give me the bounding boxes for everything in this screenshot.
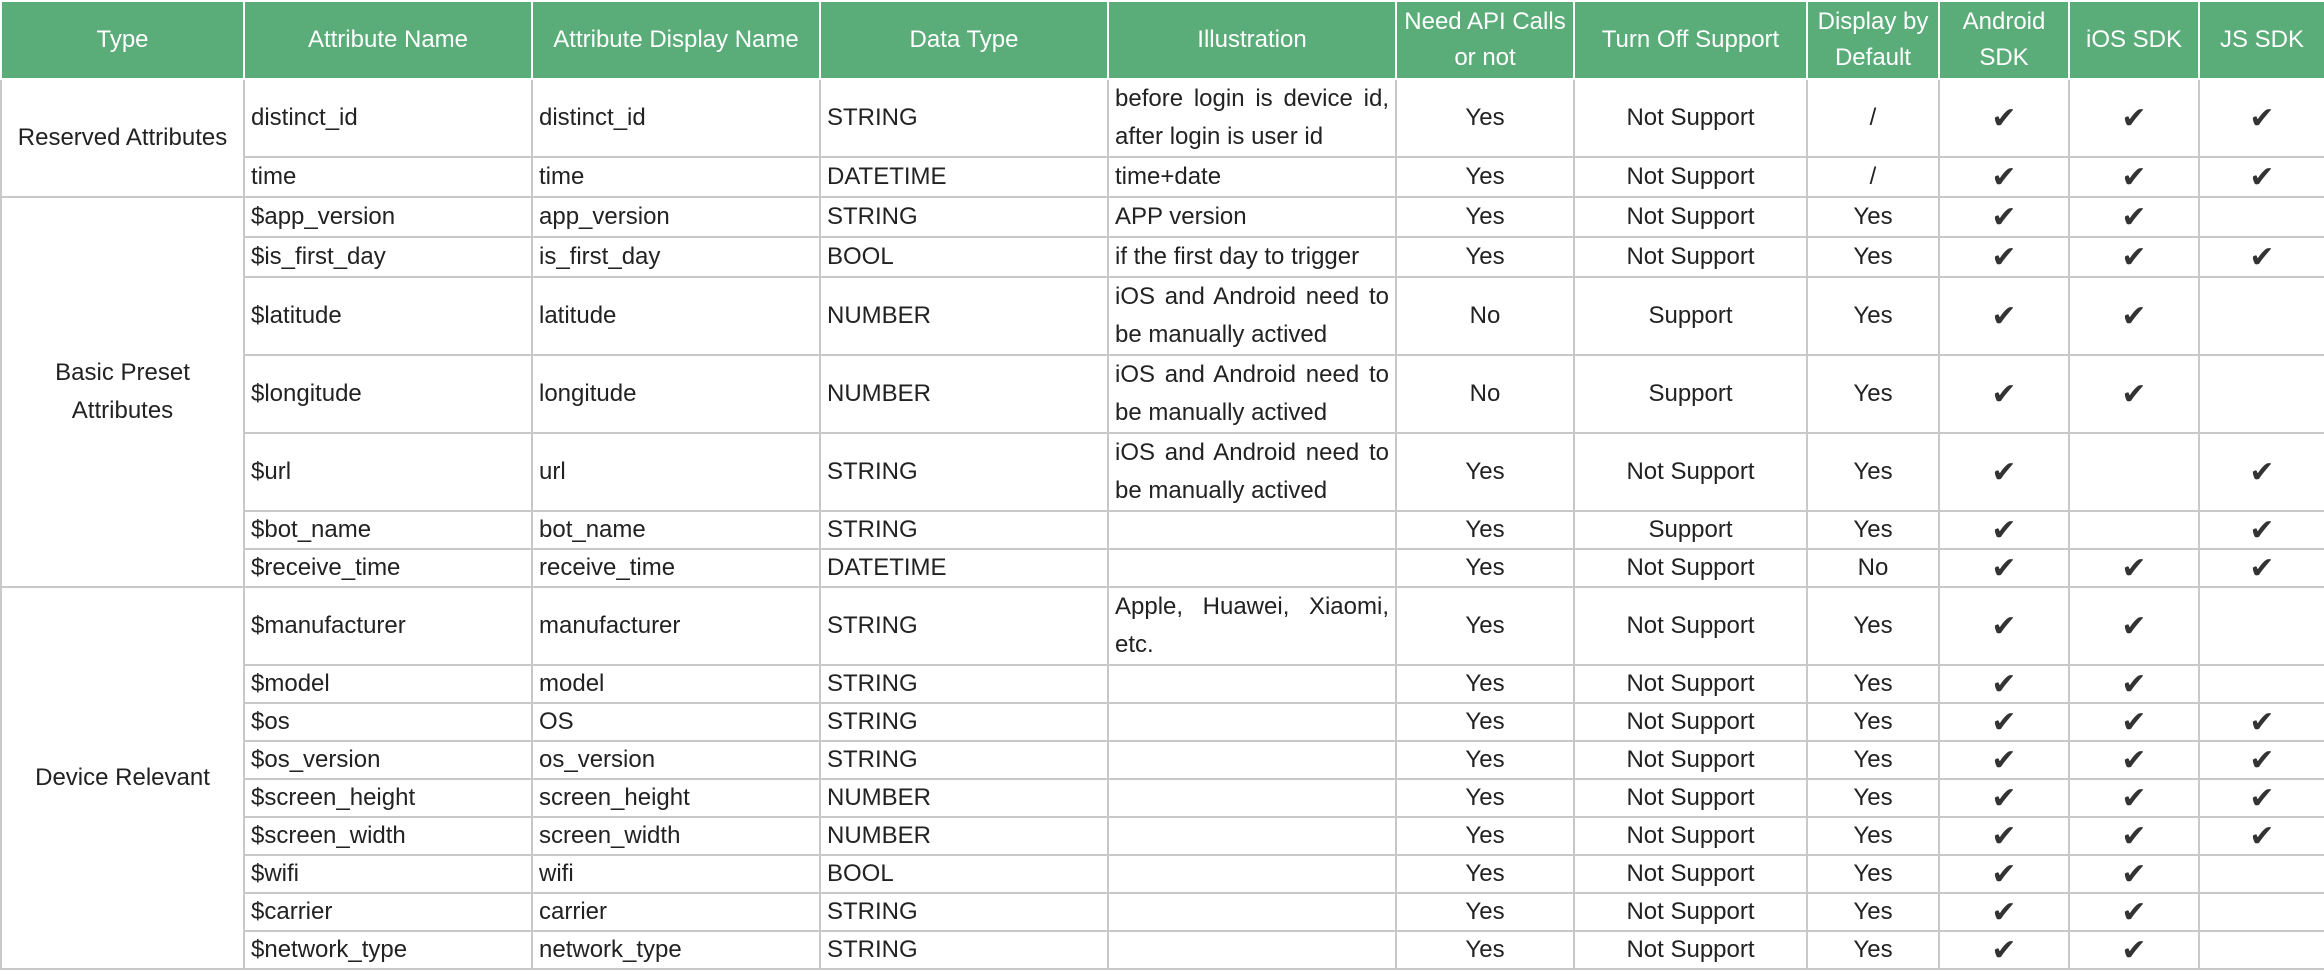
illustration-cell — [1108, 549, 1396, 587]
check-mark-icon: ✔ — [2121, 856, 2147, 892]
need-api-cell: Yes — [1396, 855, 1574, 893]
check-mark-icon: ✔ — [1991, 856, 2017, 892]
header-js-sdk: JS SDK — [2199, 1, 2324, 79]
attribute-display-name-cell: longitude — [532, 355, 820, 433]
turn-off-support-cell: Not Support — [1574, 197, 1807, 237]
attribute-name-cell: $screen_width — [244, 817, 532, 855]
need-api-cell: Yes — [1396, 893, 1574, 931]
attribute-display-name-cell: latitude — [532, 277, 820, 355]
check-mark-icon: ✔ — [1991, 454, 2017, 490]
check-mark-icon: ✔ — [1991, 818, 2017, 854]
check-mark-icon: ✔ — [2121, 159, 2147, 195]
attribute-name-cell: $os_version — [244, 741, 532, 779]
attribute-display-name-cell: network_type — [532, 931, 820, 969]
turn-off-support-cell: Not Support — [1574, 741, 1807, 779]
check-mark-icon: ✔ — [1991, 894, 2017, 930]
data-type-cell: BOOL — [820, 237, 1108, 277]
illustration-cell: APP version — [1108, 197, 1396, 237]
turn-off-support-cell: Not Support — [1574, 587, 1807, 665]
android-sdk-cell — [1939, 355, 2069, 433]
display-default-cell: Yes — [1807, 665, 1939, 703]
check-mark-icon: ✔ — [2121, 894, 2147, 930]
js-sdk-cell — [2199, 741, 2324, 779]
data-type-cell: NUMBER — [820, 817, 1108, 855]
check-mark-icon: ✔ — [2249, 512, 2275, 548]
android-sdk-cell — [1939, 893, 2069, 931]
display-default-cell: Yes — [1807, 893, 1939, 931]
illustration-cell: before login is device id, after login is user id — [1108, 79, 1396, 157]
ios-sdk-cell — [2069, 549, 2199, 587]
android-sdk-cell — [1939, 277, 2069, 355]
need-api-cell: Yes — [1396, 549, 1574, 587]
table-row — [1, 587, 2324, 665]
table-row — [1, 355, 2324, 433]
display-default-cell: Yes — [1807, 931, 1939, 969]
header-row — [1, 1, 2324, 79]
turn-off-support-cell: Not Support — [1574, 79, 1807, 157]
check-mark-icon: ✔ — [1991, 199, 2017, 235]
check-mark-icon: ✔ — [2249, 780, 2275, 816]
turn-off-support-cell: Not Support — [1574, 237, 1807, 277]
attribute-display-name-cell: wifi — [532, 855, 820, 893]
illustration-cell: time+date — [1108, 157, 1396, 197]
turn-off-support-cell: Not Support — [1574, 779, 1807, 817]
check-mark-icon: ✔ — [1991, 298, 2017, 334]
ios-sdk-cell — [2069, 665, 2199, 703]
js-sdk-cell — [2199, 855, 2324, 893]
attribute-display-name-cell: url — [532, 433, 820, 511]
table-row — [1, 433, 2324, 511]
js-sdk-cell — [2199, 355, 2324, 433]
attribute-name-cell: time — [244, 157, 532, 197]
display-default-cell: / — [1807, 157, 1939, 197]
android-sdk-cell — [1939, 237, 2069, 277]
need-api-cell: Yes — [1396, 931, 1574, 969]
illustration-cell: iOS and Android need to be manually actived — [1108, 355, 1396, 433]
header-data-type: Data Type — [820, 1, 1108, 79]
js-sdk-cell — [2199, 665, 2324, 703]
table-row — [1, 779, 2324, 817]
data-type-cell: STRING — [820, 79, 1108, 157]
js-sdk-cell — [2199, 931, 2324, 969]
check-mark-icon: ✔ — [1991, 159, 2017, 195]
android-sdk-cell — [1939, 855, 2069, 893]
js-sdk-cell — [2199, 157, 2324, 197]
display-default-cell: Yes — [1807, 511, 1939, 549]
js-sdk-cell — [2199, 893, 2324, 931]
attribute-display-name-cell: model — [532, 665, 820, 703]
header-need-api-calls: Need API Calls or not — [1396, 1, 1574, 79]
illustration-cell — [1108, 855, 1396, 893]
need-api-cell: Yes — [1396, 779, 1574, 817]
check-mark-icon: ✔ — [1991, 550, 2017, 586]
ios-sdk-cell — [2069, 779, 2199, 817]
android-sdk-cell — [1939, 511, 2069, 549]
table-row — [1, 855, 2324, 893]
turn-off-support-cell: Not Support — [1574, 817, 1807, 855]
display-default-cell: Yes — [1807, 855, 1939, 893]
table-header — [1, 1, 2324, 79]
check-mark-icon: ✔ — [2249, 454, 2275, 490]
js-sdk-cell — [2199, 587, 2324, 665]
check-mark-icon: ✔ — [1991, 239, 2017, 275]
header-attribute-display-name: Attribute Display Name — [532, 1, 820, 79]
table-row — [1, 741, 2324, 779]
attribute-name-cell: $model — [244, 665, 532, 703]
attribute-display-name-cell: os_version — [532, 741, 820, 779]
display-default-cell: Yes — [1807, 587, 1939, 665]
illustration-cell — [1108, 511, 1396, 549]
type-cell: Basic Preset Attributes — [1, 197, 244, 587]
header-android-sdk: Android SDK — [1939, 1, 2069, 79]
data-type-cell: DATETIME — [820, 157, 1108, 197]
data-type-cell: NUMBER — [820, 277, 1108, 355]
illustration-cell — [1108, 817, 1396, 855]
turn-off-support-cell: Not Support — [1574, 665, 1807, 703]
type-cell: Reserved Attributes — [1, 79, 244, 197]
illustration-cell: iOS and Android need to be manually actived — [1108, 433, 1396, 511]
need-api-cell: Yes — [1396, 237, 1574, 277]
check-mark-icon: ✔ — [2121, 298, 2147, 334]
header-illustration: Illustration — [1108, 1, 1396, 79]
check-mark-icon: ✔ — [2121, 199, 2147, 235]
check-mark-icon: ✔ — [2121, 818, 2147, 854]
data-type-cell: STRING — [820, 197, 1108, 237]
illustration-cell: Apple, Huawei, Xiaomi, etc. — [1108, 587, 1396, 665]
table-row — [1, 817, 2324, 855]
display-default-cell: Yes — [1807, 817, 1939, 855]
turn-off-support-cell: Not Support — [1574, 893, 1807, 931]
need-api-cell: Yes — [1396, 79, 1574, 157]
illustration-cell — [1108, 931, 1396, 969]
ios-sdk-cell — [2069, 587, 2199, 665]
turn-off-support-cell: Not Support — [1574, 703, 1807, 741]
table-row — [1, 511, 2324, 549]
check-mark-icon: ✔ — [1991, 666, 2017, 702]
table-row — [1, 893, 2324, 931]
display-default-cell: Yes — [1807, 237, 1939, 277]
illustration-cell — [1108, 741, 1396, 779]
need-api-cell: No — [1396, 277, 1574, 355]
android-sdk-cell — [1939, 157, 2069, 197]
check-mark-icon: ✔ — [2249, 100, 2275, 136]
check-mark-icon: ✔ — [2121, 666, 2147, 702]
display-default-cell: Yes — [1807, 277, 1939, 355]
check-mark-icon: ✔ — [2249, 818, 2275, 854]
android-sdk-cell — [1939, 79, 2069, 157]
illustration-cell — [1108, 779, 1396, 817]
illustration-cell — [1108, 703, 1396, 741]
table-row — [1, 157, 2324, 197]
ios-sdk-cell — [2069, 237, 2199, 277]
check-mark-icon: ✔ — [1991, 704, 2017, 740]
js-sdk-cell — [2199, 779, 2324, 817]
need-api-cell: Yes — [1396, 157, 1574, 197]
table-row — [1, 703, 2324, 741]
attribute-display-name-cell: distinct_id — [532, 79, 820, 157]
check-mark-icon: ✔ — [2249, 742, 2275, 778]
check-mark-icon: ✔ — [2249, 239, 2275, 275]
android-sdk-cell — [1939, 931, 2069, 969]
display-default-cell: Yes — [1807, 703, 1939, 741]
data-type-cell: BOOL — [820, 855, 1108, 893]
js-sdk-cell — [2199, 703, 2324, 741]
attribute-name-cell: $app_version — [244, 197, 532, 237]
ios-sdk-cell — [2069, 931, 2199, 969]
header-ios-sdk: iOS SDK — [2069, 1, 2199, 79]
table-body — [1, 79, 2324, 969]
need-api-cell: Yes — [1396, 433, 1574, 511]
check-mark-icon: ✔ — [2121, 932, 2147, 968]
ios-sdk-cell — [2069, 355, 2199, 433]
attribute-display-name-cell: screen_height — [532, 779, 820, 817]
turn-off-support-cell: Support — [1574, 277, 1807, 355]
data-type-cell: NUMBER — [820, 355, 1108, 433]
turn-off-support-cell: Not Support — [1574, 433, 1807, 511]
display-default-cell: Yes — [1807, 355, 1939, 433]
illustration-cell: iOS and Android need to be manually actived — [1108, 277, 1396, 355]
android-sdk-cell — [1939, 665, 2069, 703]
turn-off-support-cell: Support — [1574, 355, 1807, 433]
attribute-name-cell: $network_type — [244, 931, 532, 969]
android-sdk-cell — [1939, 433, 2069, 511]
type-cell: Device Relevant — [1, 587, 244, 969]
attribute-name-cell: $os — [244, 703, 532, 741]
js-sdk-cell — [2199, 433, 2324, 511]
attribute-display-name-cell: is_first_day — [532, 237, 820, 277]
check-mark-icon: ✔ — [2249, 704, 2275, 740]
data-type-cell: STRING — [820, 665, 1108, 703]
header-attribute-name: Attribute Name — [244, 1, 532, 79]
need-api-cell: Yes — [1396, 741, 1574, 779]
check-mark-icon: ✔ — [1991, 512, 2017, 548]
data-type-cell: STRING — [820, 931, 1108, 969]
display-default-cell: No — [1807, 549, 1939, 587]
attribute-display-name-cell: OS — [532, 703, 820, 741]
ios-sdk-cell — [2069, 855, 2199, 893]
check-mark-icon: ✔ — [2249, 550, 2275, 586]
data-type-cell: STRING — [820, 433, 1108, 511]
ios-sdk-cell — [2069, 893, 2199, 931]
table-row — [1, 665, 2324, 703]
data-type-cell: NUMBER — [820, 779, 1108, 817]
js-sdk-cell — [2199, 511, 2324, 549]
header-type: Type — [1, 1, 244, 79]
need-api-cell: Yes — [1396, 587, 1574, 665]
android-sdk-cell — [1939, 197, 2069, 237]
table-row — [1, 549, 2324, 587]
need-api-cell: No — [1396, 355, 1574, 433]
need-api-cell: Yes — [1396, 817, 1574, 855]
attribute-name-cell: $latitude — [244, 277, 532, 355]
table-row — [1, 79, 2324, 157]
data-type-cell: STRING — [820, 587, 1108, 665]
check-mark-icon: ✔ — [1991, 608, 2017, 644]
js-sdk-cell — [2199, 277, 2324, 355]
ios-sdk-cell — [2069, 741, 2199, 779]
table-row — [1, 237, 2324, 277]
attribute-name-cell: $longitude — [244, 355, 532, 433]
ios-sdk-cell — [2069, 817, 2199, 855]
attribute-display-name-cell: app_version — [532, 197, 820, 237]
attribute-name-cell: $screen_height — [244, 779, 532, 817]
display-default-cell: Yes — [1807, 197, 1939, 237]
attribute-name-cell: $wifi — [244, 855, 532, 893]
table-row — [1, 931, 2324, 969]
ios-sdk-cell — [2069, 511, 2199, 549]
check-mark-icon: ✔ — [2121, 608, 2147, 644]
need-api-cell: Yes — [1396, 703, 1574, 741]
illustration-cell — [1108, 893, 1396, 931]
illustration-cell — [1108, 665, 1396, 703]
table-row — [1, 197, 2324, 237]
need-api-cell: Yes — [1396, 665, 1574, 703]
android-sdk-cell — [1939, 703, 2069, 741]
check-mark-icon: ✔ — [2121, 376, 2147, 412]
attribute-name-cell: $receive_time — [244, 549, 532, 587]
data-type-cell: STRING — [820, 703, 1108, 741]
js-sdk-cell — [2199, 549, 2324, 587]
attribute-name-cell: distinct_id — [244, 79, 532, 157]
js-sdk-cell — [2199, 237, 2324, 277]
check-mark-icon: ✔ — [2121, 742, 2147, 778]
attribute-name-cell: $carrier — [244, 893, 532, 931]
display-default-cell: Yes — [1807, 741, 1939, 779]
check-mark-icon: ✔ — [2121, 100, 2147, 136]
js-sdk-cell — [2199, 197, 2324, 237]
android-sdk-cell — [1939, 549, 2069, 587]
table-row — [1, 277, 2324, 355]
check-mark-icon: ✔ — [1991, 376, 2017, 412]
data-type-cell: STRING — [820, 893, 1108, 931]
android-sdk-cell — [1939, 817, 2069, 855]
js-sdk-cell — [2199, 79, 2324, 157]
check-mark-icon: ✔ — [2121, 239, 2147, 275]
header-turn-off-support: Turn Off Support — [1574, 1, 1807, 79]
data-type-cell: STRING — [820, 741, 1108, 779]
ios-sdk-cell — [2069, 157, 2199, 197]
check-mark-icon: ✔ — [1991, 100, 2017, 136]
attribute-name-cell: $manufacturer — [244, 587, 532, 665]
need-api-cell: Yes — [1396, 197, 1574, 237]
check-mark-icon: ✔ — [2121, 780, 2147, 816]
need-api-cell: Yes — [1396, 511, 1574, 549]
attribute-display-name-cell: screen_width — [532, 817, 820, 855]
ios-sdk-cell — [2069, 277, 2199, 355]
check-mark-icon: ✔ — [2121, 704, 2147, 740]
ios-sdk-cell — [2069, 79, 2199, 157]
android-sdk-cell — [1939, 587, 2069, 665]
ios-sdk-cell — [2069, 703, 2199, 741]
attribute-name-cell: $url — [244, 433, 532, 511]
turn-off-support-cell: Not Support — [1574, 549, 1807, 587]
turn-off-support-cell: Not Support — [1574, 855, 1807, 893]
display-default-cell: / — [1807, 79, 1939, 157]
turn-off-support-cell: Support — [1574, 511, 1807, 549]
check-mark-icon: ✔ — [1991, 780, 2017, 816]
check-mark-icon: ✔ — [2121, 550, 2147, 586]
attribute-name-cell: $bot_name — [244, 511, 532, 549]
attribute-display-name-cell: receive_time — [532, 549, 820, 587]
turn-off-support-cell: Not Support — [1574, 931, 1807, 969]
android-sdk-cell — [1939, 779, 2069, 817]
check-mark-icon: ✔ — [1991, 742, 2017, 778]
attribute-display-name-cell: manufacturer — [532, 587, 820, 665]
ios-sdk-cell — [2069, 197, 2199, 237]
android-sdk-cell — [1939, 741, 2069, 779]
attribute-name-cell: $is_first_day — [244, 237, 532, 277]
display-default-cell: Yes — [1807, 433, 1939, 511]
check-mark-icon: ✔ — [1991, 932, 2017, 968]
attribute-display-name-cell: time — [532, 157, 820, 197]
attribute-display-name-cell: carrier — [532, 893, 820, 931]
attribute-display-name-cell: bot_name — [532, 511, 820, 549]
display-default-cell: Yes — [1807, 779, 1939, 817]
turn-off-support-cell: Not Support — [1574, 157, 1807, 197]
data-type-cell: STRING — [820, 511, 1108, 549]
data-type-cell: DATETIME — [820, 549, 1108, 587]
js-sdk-cell — [2199, 817, 2324, 855]
check-mark-icon: ✔ — [2249, 159, 2275, 195]
ios-sdk-cell — [2069, 433, 2199, 511]
header-display-by-default: Display by Default — [1807, 1, 1939, 79]
illustration-cell: if the first day to trigger — [1108, 237, 1396, 277]
